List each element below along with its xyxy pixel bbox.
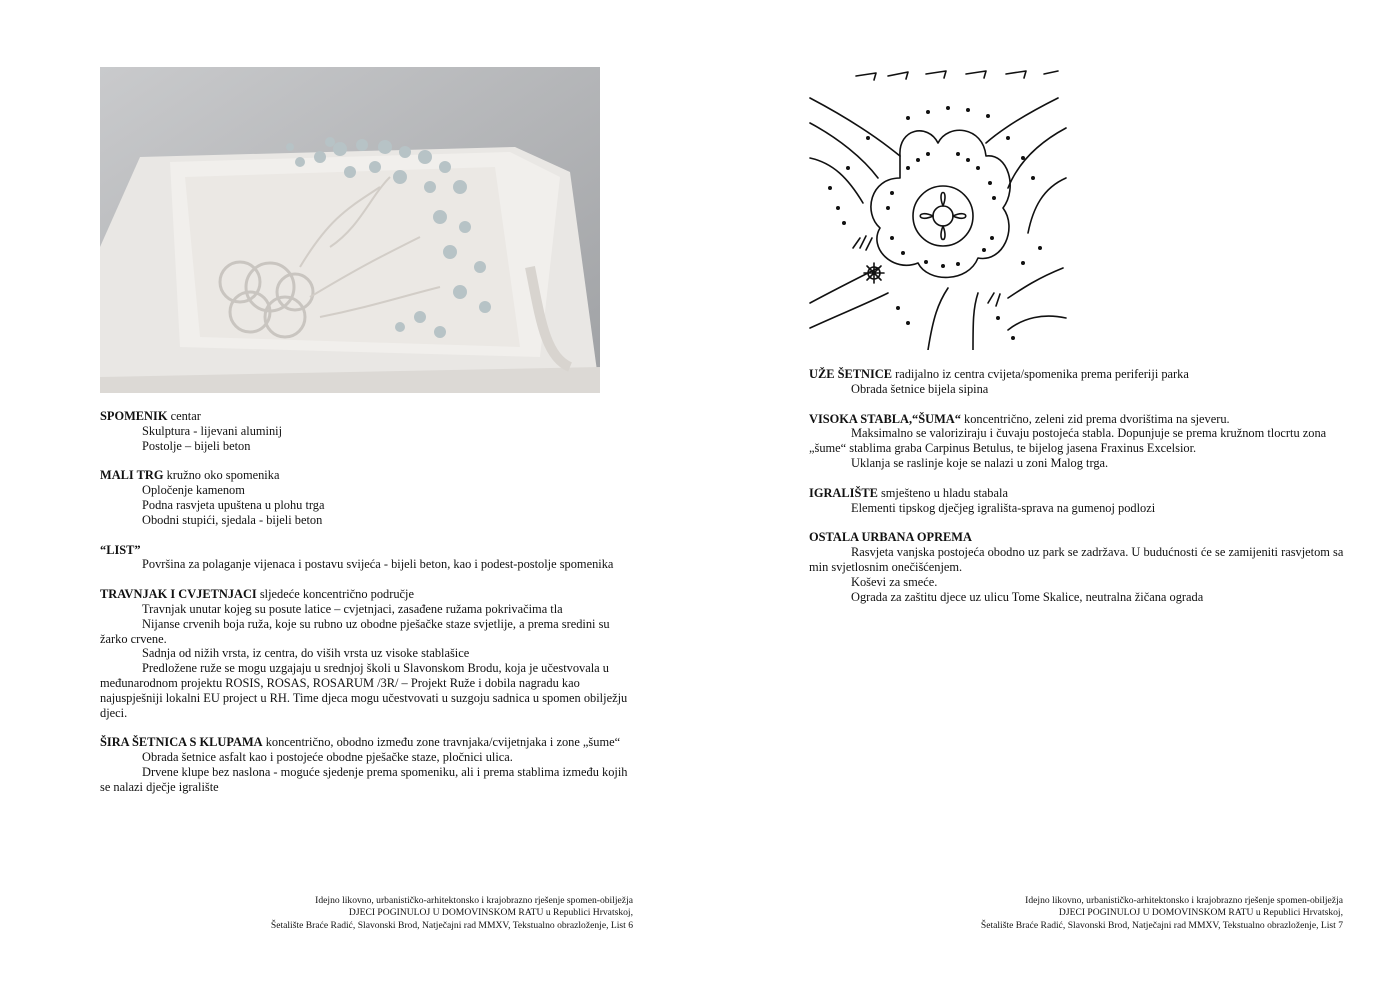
section-intro: sljedeće koncentrično područje bbox=[256, 587, 414, 602]
paragraph: Obrada šetnice asfalt kao i postojeće obodne pješačke staze, pločnici ulica. bbox=[142, 750, 513, 765]
site-plan-drawing bbox=[808, 68, 1068, 350]
paragraph: Sadnja od nižih vrsta, iz centra, do viših vrsta uz visoke stablašice bbox=[142, 646, 470, 661]
paragraph: Predložene ruže se mogu uzgajaju u srednjoj školi u Slavonskom Brodu, koja je učestvovala u međunarodnom projektu ROSIS, ROSAS, ROSARUM /3R/ – Projekt Ruže i dobila nagradu kao najuspješniji lokalni EU project u RH. Time djeca mogu učestvovati u suzgoju sadnica u spomen obilježju djeci. bbox=[100, 661, 628, 720]
paragraph: Površina za polaganje vijenaca i postavu svijeća - bijeli beton, kao i podest-postolje spomenika bbox=[142, 557, 614, 572]
section-heading: ŠIRA ŠETNICA S KLUPAMA bbox=[100, 735, 263, 750]
section-mali-trg bbox=[100, 468, 635, 527]
footer-line: DJECI POGINULOJ U DOMOVINSKOM RATU u Republici Hrvatskoj, bbox=[1058, 907, 1343, 919]
section-intro: koncentrično, zeleni zid prema dvorištima na sjeveru. bbox=[960, 411, 1230, 426]
footer-line: Idejno likovno, urbanističko-arhitektonsko i krajobrazno rješenje spomen-obilježja bbox=[1025, 895, 1343, 906]
footer-line: Šetalište Braće Radić, Slavonski Brod, Natječajni rad MMXV, Tekstualno obrazloženje, List 7 bbox=[980, 919, 1343, 931]
list-item: Obodni stupići, sjedala - bijeli beton bbox=[142, 512, 323, 527]
list-item: Podna rasvjeta upuštena u plohu trga bbox=[142, 497, 325, 512]
paragraph: Elementi tipskog dječjeg igrališta-sprava na gumenoj podlozi bbox=[851, 500, 1156, 515]
paragraph: Uklanja se raslinje koje se nalazi u zoni Malog trga. bbox=[851, 455, 1109, 470]
section-heading: UŽE ŠETNICE bbox=[809, 367, 892, 381]
section-list bbox=[100, 543, 635, 573]
page-footer bbox=[133, 895, 633, 932]
section-heading: TRAVNJAK I CVJETNJACI bbox=[100, 587, 257, 602]
section-intro: kružno oko spomenika bbox=[163, 468, 280, 483]
section-heading: VISOKA STABLA,“ŠUMA“ bbox=[809, 411, 961, 426]
right-page-text bbox=[809, 367, 1344, 619]
list-item: Postolje – bijeli beton bbox=[142, 438, 251, 453]
paragraph: Travnjak unutar kojeg su posute latice – cvjetnjaci, zasađene ružama pokrivačima tla bbox=[142, 601, 563, 616]
paragraph: Obrada šetnice bijela sipina bbox=[851, 381, 989, 396]
footer-line: Šetalište Braće Radić, Slavonski Brod, Natječajni rad MMXV, Tekstualno obrazloženje, List 6 bbox=[270, 919, 633, 931]
section-intro: smješteno u hladu stabala bbox=[877, 485, 1008, 500]
section-heading: IGRALIŠTE bbox=[809, 485, 878, 500]
monument-model-photo bbox=[100, 67, 600, 393]
section-sira-setnica bbox=[100, 735, 635, 794]
paragraph: Nijanse crvenih boja ruža, koje su rubno uz obodne pješačke staze svjetlije, a prema sredini su žarko crvene. bbox=[100, 616, 610, 646]
page-footer bbox=[843, 895, 1343, 932]
section-intro: centar bbox=[167, 409, 201, 423]
section-visoka-stabla bbox=[809, 412, 1344, 471]
section-uze-setnice bbox=[809, 367, 1344, 397]
section-igraliste bbox=[809, 486, 1344, 516]
paragraph: Rasvjeta vanjska postojeća obodno uz park se zadržava. U budućnosti će se zamijeniti rasvjetom sa min svjetlosnim onečišćenjem. bbox=[809, 545, 1344, 574]
section-heading: MALI TRG bbox=[100, 468, 164, 483]
paragraph: Ograda za zaštitu djece uz ulicu Tome Skalice, neutralna žičana ograda bbox=[851, 589, 1204, 604]
section-intro: koncentrično, obodno između zone travnjaka/cvijetnjaka i zone „šume“ bbox=[262, 735, 621, 750]
paragraph: Maksimalno se valoriziraju i čuvaju postojeća stabla. Dopunjuje se prema kružnom tlocrtu zona „šume“ stablima graba Carpinus Betulus, te bijelog jasena Fraxinus Excelsior. bbox=[809, 426, 1327, 456]
footer-line: DJECI POGINULOJ U DOMOVINSKOM RATU u Republici Hrvatskoj, bbox=[348, 907, 633, 919]
section-travnjak bbox=[100, 587, 635, 720]
section-heading: “LIST” bbox=[100, 542, 141, 557]
site-plan-sketch bbox=[808, 68, 1068, 350]
list-item: Skulptura - lijevani aluminij bbox=[142, 423, 283, 438]
section-heading: SPOMENIK bbox=[100, 409, 168, 423]
section-spomenik bbox=[100, 409, 635, 453]
section-intro: radijalno iz centra cvijeta/spomenika prema periferiji parka bbox=[891, 367, 1189, 381]
section-ostala-oprema bbox=[809, 530, 1344, 604]
monument-model-image bbox=[100, 67, 600, 393]
left-page-text bbox=[100, 409, 635, 810]
paragraph: Koševi za smeće. bbox=[851, 574, 938, 589]
list-item: Opločenje kamenom bbox=[142, 483, 245, 498]
section-heading: OSTALA URBANA OPREMA bbox=[809, 530, 972, 545]
footer-line: Idejno likovno, urbanističko-arhitektonsko i krajobrazno rješenje spomen-obilježja bbox=[315, 895, 633, 906]
right-page bbox=[700, 0, 1400, 990]
paragraph: Drvene klupe bez naslona - moguće sjedenje prema spomeniku, ali i prema stablima između kojih se nalazi dječje igralište bbox=[100, 764, 628, 794]
